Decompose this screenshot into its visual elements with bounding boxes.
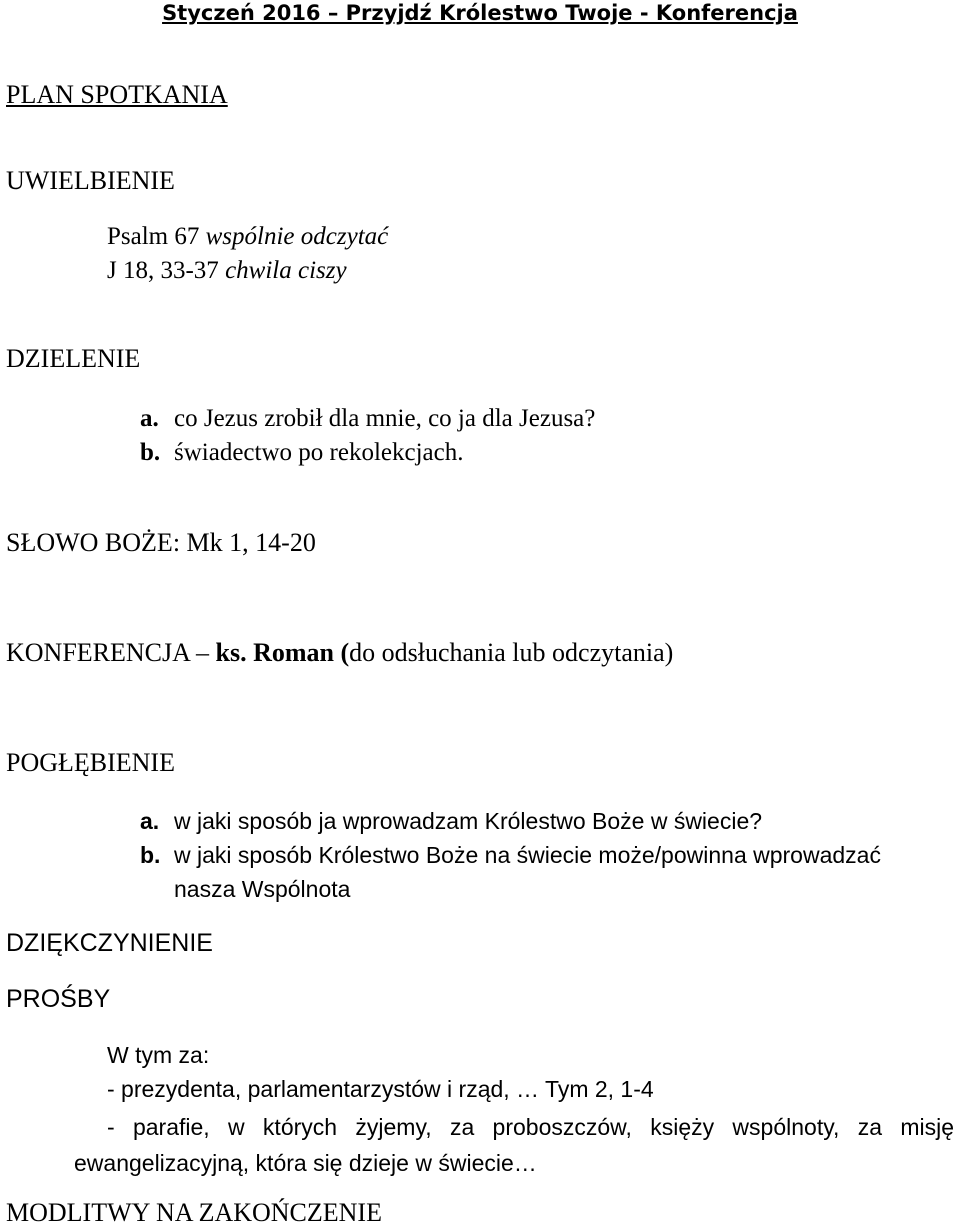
header-text: Styczeń 2016 – Przyjdź Królestwo Twoje - Konferencja [162,1,798,25]
section-heading-dzielenie: DZIELENIE [6,344,141,373]
gospel-instruction: chwila ciszy [225,257,347,284]
list-marker: a. [140,405,159,432]
page-header [0,0,960,26]
konferencja-note: do odsłuchania lub odczytania) [349,638,674,667]
list-marker: b. [140,842,161,868]
uwielbienie-line-1 [107,222,388,252]
section-heading-poglebienie: POGŁĘBIENIE [6,748,175,777]
prosby-intro: W tym za: [107,1042,210,1068]
uwielbienie-line-2 [107,256,347,286]
psalm-reference: Psalm 67 [107,223,206,250]
poglebienie-item-b-continuation: nasza Wspólnota [174,876,351,902]
prosby-line-2: - parafie, w których żyjemy, za proboszczów, księży wspólnoty, za misję [107,1114,954,1140]
list-marker: a. [140,808,160,834]
poglebienie-item-b [140,840,881,870]
dzielenie-item-a [140,404,595,434]
section-heading-slowo-boze: SŁOWO BOŻE: Mk 1, 14-20 [6,528,316,557]
section-heading-dziekczynienie: DZIĘKCZYNIENIE [6,929,213,957]
section-heading-prosby: PROŚBY [6,985,111,1013]
section-konferencja [6,638,673,668]
list-item-text: co Jezus zrobił dla mnie, co ja dla Jezusa? [174,405,596,432]
section-heading-modlitwy: MODLITWY NA ZAKOŃCZENIE [6,1198,382,1227]
list-item-text: świadectwo po rekolekcjach. [174,439,464,466]
page-title: PLAN SPOTKANIA [6,80,228,109]
gospel-reference: J 18, 33-37 [107,257,226,284]
prosby-line-3: ewangelizacyjną, która się dzieje w świecie… [74,1150,537,1176]
speaker-name: ks. Roman ( [215,638,350,667]
section-heading-konferencja: KONFERENCJA – [6,638,216,667]
list-item-text: w jaki sposób Królestwo Boże na świecie może/powinna wprowadzać [174,842,881,868]
list-item-text: w jaki sposób ja wprowadzam Królestwo Boże w świecie? [174,808,763,834]
prosby-line-1: - prezydenta, parlamentarzystów i rząd, … Tym 2, 1-4 [107,1076,654,1102]
section-heading-uwielbienie: UWIELBIENIE [6,166,175,195]
psalm-instruction: wspólnie odczytać [205,223,389,250]
list-marker: b. [140,439,161,466]
dzielenie-item-b [140,438,463,468]
poglebienie-item-a [140,806,762,836]
